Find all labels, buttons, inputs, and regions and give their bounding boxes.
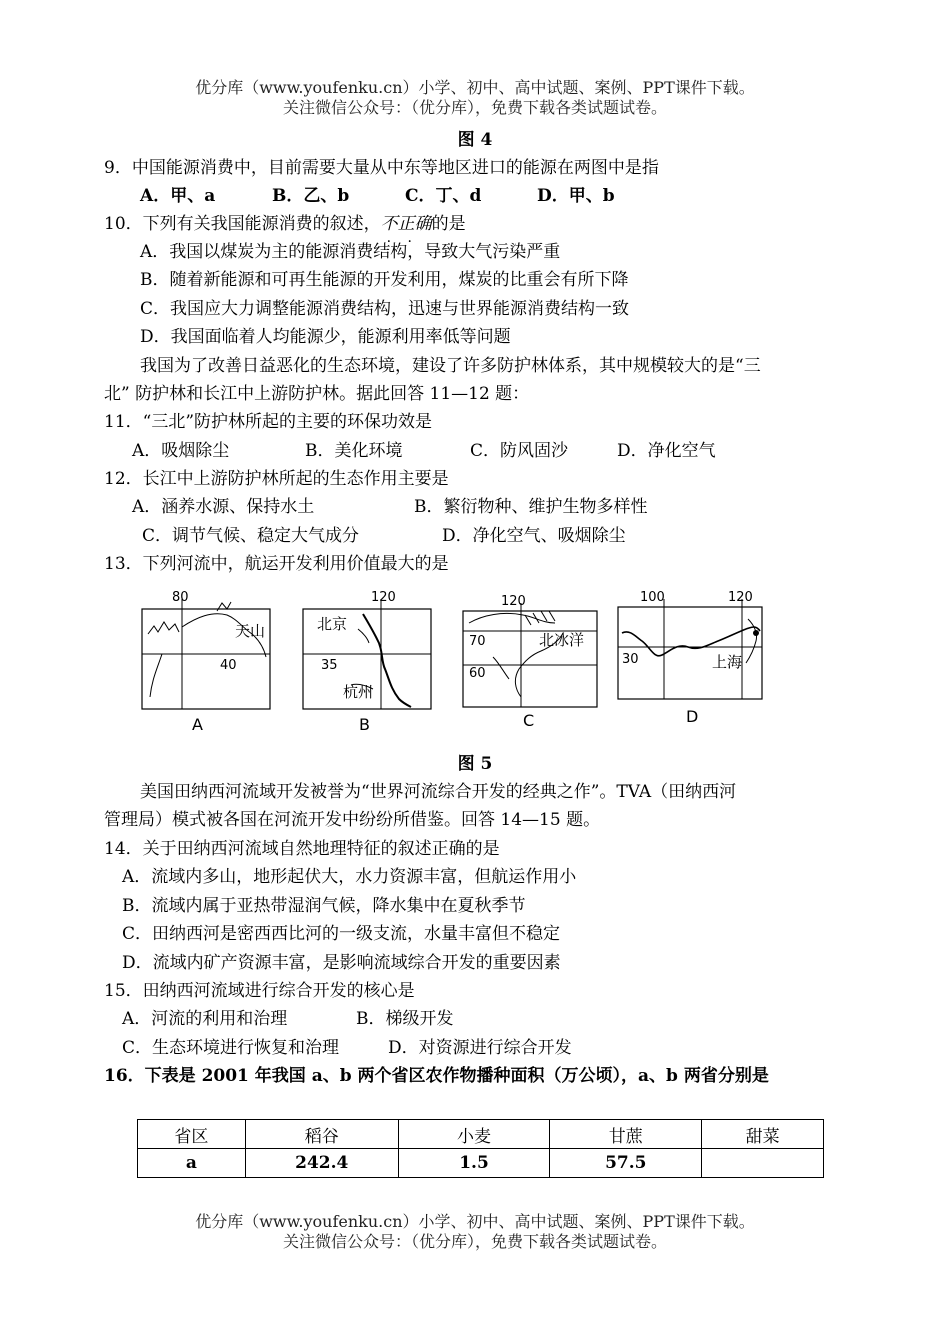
map-b-longitude: 120 (371, 590, 396, 605)
q15-option-b: B．梯级开发 (356, 1009, 454, 1029)
table-header-wheat: 小麦 (398, 1120, 550, 1149)
q10-option-b: B．随着新能源和可再生能源的开发利用，煤炭的比重会有所下降 (140, 270, 629, 290)
map-b-drawing (303, 589, 433, 711)
map-d-longitude-100: 100 (640, 590, 665, 605)
q10-option-d: D．我国面临着人均能源少，能源利用率低等问题 (140, 327, 511, 347)
map-c-longitude: 120 (501, 594, 526, 609)
map-a-letter: A (192, 715, 203, 734)
map-b-place-hangzhou: 杭州 (343, 683, 374, 701)
map-a-drawing (142, 589, 272, 711)
q10-stem-after: 的是 (431, 214, 466, 234)
map-d (618, 589, 764, 726)
intro-14-15-line-1: 美国田纳西河流域开发被誉为“世界河流综合开发的经典之作”。TVA（田纳西河 (140, 782, 737, 802)
table-header-sugarcane: 甘蔗 (550, 1120, 702, 1149)
footer-line-1: 优分库（www.youfenku.cn）小学、初中、高中试题、案例、PPT课件下载。 (195, 1212, 755, 1231)
table-header-sugarbeet: 甜菜 (702, 1120, 824, 1149)
map-a-place: 天山 (235, 622, 266, 640)
intro-11-12-line-1: 我国为了改善日益恶化的生态环境，建设了许多防护林体系，其中规模较大的是“三 (140, 356, 761, 376)
q9-option-a: A．甲、a (140, 186, 216, 206)
figure-5-title: 图 5 (457, 754, 493, 774)
intro-11-12-line-2: 北” 防护林和长江中上游防护林。据此回答 11—12 题： (104, 384, 530, 404)
table-header-row (138, 1120, 824, 1149)
q14-option-a: A．流域内多山，地形起伏大，水力资源丰富，但航运作用小 (122, 867, 577, 887)
map-a-latitude: 40 (220, 658, 237, 673)
q14-stem: 14．关于田纳西河流域自然地理特征的叙述正确的是 (104, 839, 500, 859)
table-cell-wheat: 1.5 (398, 1149, 550, 1178)
map-c-letter: C (523, 711, 535, 730)
q12-stem: 12．长江中上游防护林所起的生态作用主要是 (104, 469, 449, 489)
q14-option-b: B．流域内属于亚热带湿润气候，降水集中在夏秋季节 (122, 896, 526, 916)
map-c-latitude-60: 60 (469, 666, 486, 681)
map-a (142, 589, 272, 734)
q14-option-d: D．流域内矿产资源丰富，是影响流域综合开发的重要因素 (122, 953, 561, 973)
q11-option-d: D．净化空气 (617, 441, 716, 461)
q11-option-c: C．防风固沙 (470, 441, 569, 461)
q9-option-b: B．乙、b (272, 186, 350, 206)
q11-option-b: B．美化环境 (305, 441, 403, 461)
intro-14-15-line-2: 管理局）模式被各国在河流开发中纷纷所借鉴。回答 14—15 题。 (104, 810, 601, 830)
q10-stem-before: 10．下列有关我国能源消费的叙述， (104, 214, 381, 234)
q9-option-d: D．甲、b (537, 186, 615, 206)
map-c-latitude-70: 70 (469, 634, 486, 649)
map-d-latitude: 30 (622, 652, 639, 667)
q11-option-a: A．吸烟除尘 (132, 441, 230, 461)
footer-line-2: 关注微信公众号：（优分库），免费下载各类试题试卷。 (282, 1232, 667, 1251)
q9-option-c: C．丁、d (405, 186, 482, 206)
map-c-place: 北冰洋 (539, 631, 585, 649)
map-d-longitude-120: 120 (728, 590, 753, 605)
table-header-province: 省区 (138, 1120, 246, 1149)
map-b (303, 589, 433, 734)
q10-option-c: C．我国应大力调整能源消费结构，迅速与世界能源消费结构一致 (140, 299, 630, 319)
map-c-drawing (463, 593, 599, 711)
map-b-place-beijing: 北京 (317, 615, 348, 633)
table-cell-rice: 242.4 (245, 1149, 398, 1178)
map-d-place: 上海 (712, 653, 743, 671)
q15-option-a: A．河流的利用和治理 (122, 1009, 288, 1029)
q12-option-d: D．净化空气、吸烟除尘 (442, 526, 626, 546)
map-d-letter: D (686, 707, 699, 726)
q10-stem-emphasis: 不正确 · · (381, 214, 432, 234)
map-b-letter: B (359, 715, 370, 734)
q10-stem (104, 211, 466, 237)
table-cell-sugarbeet (702, 1149, 824, 1178)
table-cell-province: a (138, 1149, 246, 1178)
table-cell-sugarcane: 57.5 (550, 1149, 702, 1178)
q13-stem: 13．下列河流中，航运开发利用价值最大的是 (104, 554, 449, 574)
table-header-rice: 稻谷 (245, 1120, 398, 1149)
q14-option-c: C．田纳西河是密西西比河的一级支流，水量丰富但不稳定 (122, 924, 561, 944)
q11-stem: 11．“三北”防护林所起的主要的环保功效是 (104, 412, 433, 432)
crop-area-table (137, 1119, 824, 1178)
q16-stem: 16．下表是 2001 年我国 a、b 两个省区农作物播种面积（万公顷），a、b 两省分别是 (104, 1066, 769, 1086)
q15-option-d: D．对资源进行综合开发 (388, 1038, 572, 1058)
map-c (463, 593, 599, 730)
map-b-latitude: 35 (321, 658, 338, 673)
map-a-longitude: 80 (172, 590, 189, 605)
q12-option-a: A．涵养水源、保持水土 (132, 497, 315, 517)
header-line-1: 优分库（www.youfenku.cn）小学、初中、高中试题、案例、PPT课件下载。 (195, 78, 755, 97)
header-line-2: 关注微信公众号：（优分库），免费下载各类试题试卷。 (282, 98, 667, 117)
map-d-drawing (618, 589, 764, 701)
q15-stem: 15．田纳西河流域进行综合开发的核心是 (104, 981, 415, 1001)
q9-stem: 9．中国能源消费中，目前需要大量从中东等地区进口的能源在两图中是指 (104, 158, 659, 178)
table-row (138, 1149, 824, 1178)
q15-option-c: C．生态环境进行恢复和治理 (122, 1038, 340, 1058)
q12-option-b: B．繁衍物种、维护生物多样性 (414, 497, 648, 517)
q12-option-c: C．调节气候、稳定大气成分 (142, 526, 360, 546)
figure-4-title: 图 4 (457, 130, 493, 150)
q10-option-a: A．我国以煤炭为主的能源消费结构，导致大气污染严重 (140, 242, 561, 262)
